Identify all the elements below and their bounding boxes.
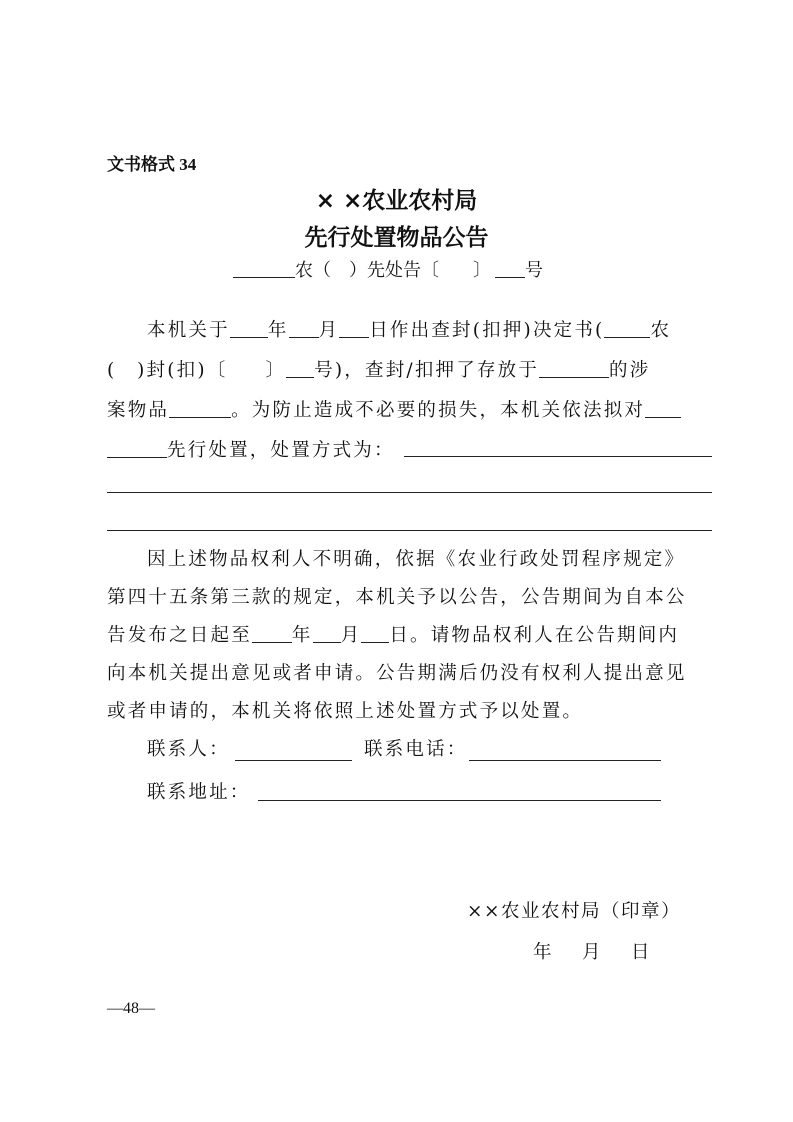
text: 号)，查封/扣押了存放于 — [314, 360, 540, 381]
doc-number-text-3: 号 — [525, 260, 543, 281]
text: 年 — [267, 320, 289, 341]
seal-organization: ××农业农村局（印章） — [467, 901, 682, 922]
text: 〕 — [265, 360, 287, 381]
document-number-line — [233, 256, 543, 282]
contact-person-label: 联系人： — [147, 739, 230, 760]
doc-prefix-blank[interactable] — [233, 259, 295, 278]
decision-number-blank[interactable] — [286, 359, 314, 379]
form-format-label: 文书格式 34 — [107, 155, 197, 174]
text: 月 — [318, 320, 340, 341]
contact-person-field[interactable] — [235, 760, 352, 761]
text: 本机关于 — [147, 320, 230, 341]
signature-date: 年 月 日 — [533, 942, 656, 963]
storage-location-blank[interactable] — [539, 359, 609, 379]
deadline-year-blank[interactable] — [252, 624, 292, 644]
text: 案物品 — [107, 400, 170, 421]
items-target-blank-b[interactable] — [107, 439, 167, 459]
paragraph1-line3 — [107, 396, 681, 422]
items-blank[interactable] — [169, 399, 231, 419]
paragraph2-line5: 或者申请的，本机关将依照上述处置方式予以处置。 — [107, 701, 584, 722]
doc-serial-blank[interactable] — [495, 259, 525, 278]
document-title: 先行处置物品公告 — [304, 225, 489, 251]
paragraph1-line2 — [107, 356, 650, 382]
text: 日作出查封(扣押)决定书( — [369, 320, 605, 341]
contact-phone-field[interactable] — [469, 760, 661, 761]
text: 农 — [650, 320, 672, 341]
paragraph2-line3 — [107, 621, 679, 647]
day-blank[interactable] — [339, 319, 369, 339]
text: 告发布之日起至 — [107, 625, 252, 646]
disposal-method-blank-3[interactable] — [107, 530, 712, 531]
disposal-method-blank-2[interactable] — [107, 492, 712, 493]
doc-number-text-2: 〕 — [473, 260, 491, 281]
year-blank[interactable] — [230, 319, 268, 339]
disposal-method-blank-1[interactable] — [404, 456, 712, 457]
text: 。为防止造成不必要的损失，本机关依法拟对 — [231, 400, 646, 421]
doc-number-text-1: 农（ ）先处告〔 — [295, 260, 439, 281]
deadline-month-blank[interactable] — [313, 624, 341, 644]
issuing-organization-title: × ×农业农村局 — [315, 188, 478, 214]
text: 先行处置，处置方式为： — [167, 440, 395, 461]
contact-phone-label: 联系电话： — [364, 739, 468, 760]
decision-prefix-blank[interactable] — [604, 319, 650, 339]
paragraph2-line4: 向本机关提出意见或者申请。公告期满后仍没有权利人提出意见 — [107, 663, 687, 684]
paragraph2-line1: 因上述物品权利人不明确，依据《农业行政处罚程序规定》 — [147, 549, 686, 570]
deadline-day-blank[interactable] — [361, 624, 389, 644]
text: 的涉 — [609, 360, 651, 381]
page-number: —48— — [107, 1000, 155, 1017]
paragraph1-line1 — [147, 316, 671, 342]
contact-address-label: 联系地址： — [147, 782, 251, 803]
items-target-blank-a[interactable] — [645, 399, 681, 419]
text: 日。请物品权利人在公告期间内 — [389, 625, 680, 646]
month-blank[interactable] — [289, 319, 319, 339]
paragraph2-line2: 第四十五条第三款的规定，本机关予以公告，公告期间为自本公 — [107, 587, 687, 608]
text: ( )封(扣)〔 — [107, 360, 228, 381]
contact-address-field[interactable] — [258, 800, 661, 801]
text: 月 — [340, 625, 362, 646]
text: 年 — [291, 625, 313, 646]
paragraph1-line4 — [107, 436, 395, 462]
